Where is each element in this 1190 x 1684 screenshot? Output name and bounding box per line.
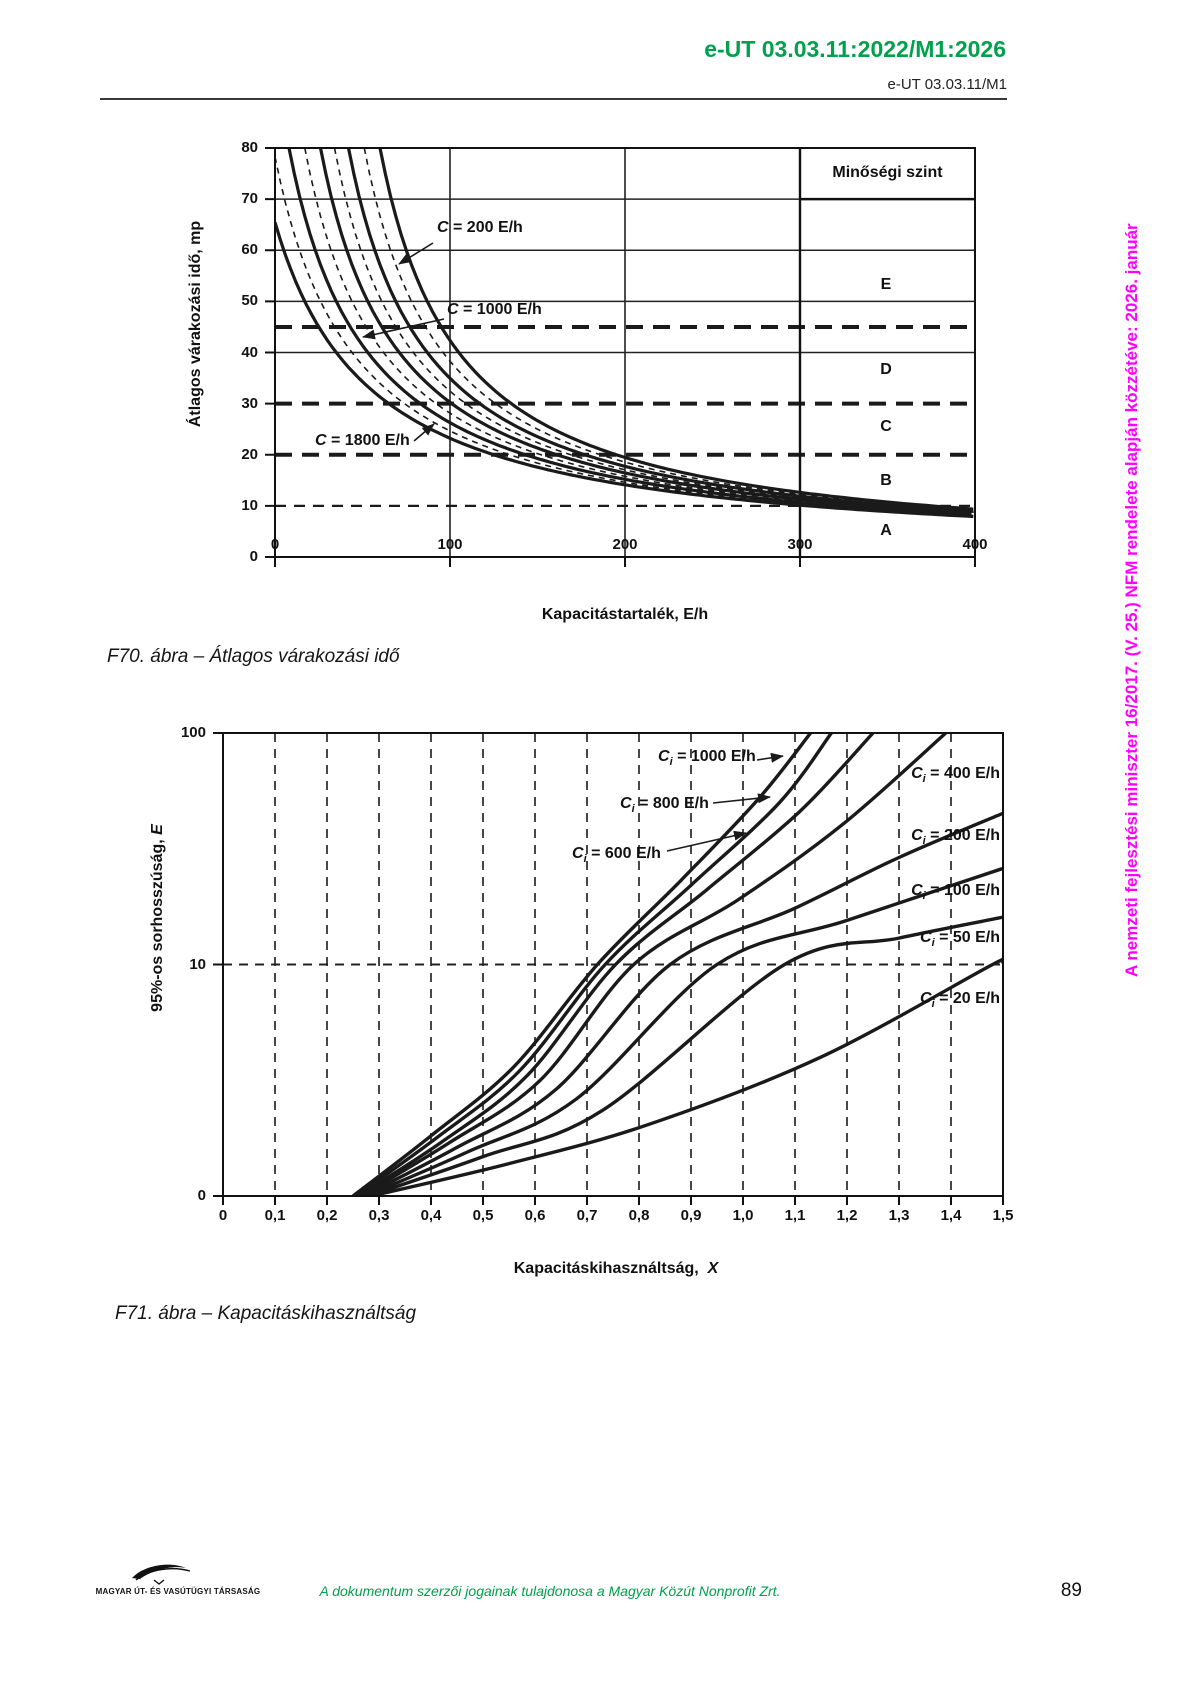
curve-label-ci20: $C_i = 20$ E/h [920,990,1000,1011]
curve-label-ci600: $C_i = 600$ E/h [572,845,661,866]
curve-label-ci200: $C_i = 200$ E/h [911,827,1000,848]
fig70-y-tick-label: 30 [241,394,258,412]
quality-level-A: A [880,522,892,539]
fig71-x-tick-label: 0,8 [628,1207,650,1224]
fig71-x-tick-label: 0,9 [680,1207,702,1224]
fig70-y-tick-label: 40 [241,343,258,361]
fig70-x-tick-label: 0 [270,536,280,553]
fig71-x-tick-label: 0,1 [264,1207,286,1224]
figure71-caption: F71. ábra – Kapacitáskihasználtság [115,1303,417,1324]
curve-label-ci800: $C_i = 800$ E/h [620,795,709,816]
fig71-x-tick-label: 1,2 [836,1207,858,1224]
fig70-x-tick-label: 400 [962,536,988,553]
quality-level-E: E [880,276,892,293]
fig71-x-tick-label: 0,6 [524,1207,546,1224]
fig71-x-tick-label: 1,0 [732,1207,754,1224]
c-symbol: C [437,219,449,236]
fig70-y-tick-label: 50 [241,292,258,310]
fig70-y-tick-label: 60 [241,241,258,259]
header-rule [100,98,1007,100]
curve-label-text: = 200 E/h [448,219,523,236]
fig70-y-tick-label: 70 [241,190,258,208]
page-number: 89 [1060,1580,1082,1601]
legal-side-note: A nemzeti fejlesztési miniszter 16/2017. (V. 25.) NFM rendelete alapján közzétéve: 2026. január [1122,223,1141,977]
axis-title-text: 95%-os sorhosszúság, [149,839,166,1012]
curve-label-text: = 1000 E/h [458,301,542,318]
fig71-x-tick-label: 1,1 [784,1207,806,1224]
fig71-y-tick-label: 0 [197,1187,206,1204]
fig71-x-tick-label: 1,5 [992,1207,1014,1224]
organization-name: MAGYAR ÚT- ÉS VASÚTÜGYI TÁRSASÁG [95,1587,261,1596]
quality-level-D: D [880,361,892,378]
fig71-x-tick-label: 1,3 [888,1207,910,1224]
fig70-x-axis-title: Kapacitástartalék, E/h [541,606,709,623]
fig71-x-tick-label: 0 [218,1207,228,1224]
curve-label-text: = 1800 E/h [326,432,410,449]
fig71-y-tick-label: 10 [189,955,206,973]
quality-level-header: Minőségi szint [832,164,943,181]
curve-label-c1800 [315,432,410,450]
curve-label-ci400: $C_i = 400$ E/h [911,765,1000,786]
curve-label-ci50: $C_i = 50$ E/h [920,929,1000,950]
fig70-y-tick-label: 80 [241,139,258,156]
fig71-x-axis-title [416,1260,816,1278]
c-symbol: C [447,301,459,318]
curve-label-c1000 [447,301,542,319]
fig70-y-axis-title: Átlagos várakozási idő, mp [187,220,204,428]
organization-logo-icon [110,1562,200,1586]
fig71-x-tick-label: 0,4 [420,1207,442,1224]
fig70-x-tick-label: 200 [612,536,638,553]
quality-level-B: B [880,472,892,489]
axis-variable: E [149,824,166,835]
axis-title-text: Kapacitáskihasználtság, [513,1260,699,1277]
fig71-x-tick-label: 0,2 [316,1207,338,1224]
fig70-x-tick-label: 300 [787,536,813,553]
fig71-x-tick-label: 0,3 [368,1207,390,1224]
fig70-y-tick-label: 20 [241,445,258,463]
fig70-y-tick-label: 0 [249,548,258,565]
document-reference: e-UT 03.03.11/M1 [887,76,1007,93]
figure70-caption: F70. ábra – Átlagos várakozási idő [107,646,400,667]
curve-label-ci100: $C_i = 100$ E/h [911,882,1000,903]
fig70-y-tick-label: 10 [241,496,258,514]
curve-label-ci1000: $C_i = 1000$ E/h [658,748,756,769]
axis-variable: X [707,1260,719,1277]
document-id: e-UT 03.03.11:2022/M1:2026 [704,36,1006,62]
fig71-x-tick-label: 1,4 [940,1207,962,1224]
fig71-x-tick-label: 0,7 [576,1207,598,1224]
curve-label-c200 [437,219,523,237]
copyright-note: A dokumentum szerzői jogainak tulajdonosa a Magyar Közút Nonprofit Zrt. [319,1583,781,1599]
fig71-x-tick-label: 0,5 [472,1207,494,1224]
c-symbol: C [315,432,327,449]
quality-level-C: C [880,418,892,435]
fig71-y-tick-label: 100 [180,724,206,741]
fig70-x-tick-label: 100 [437,536,463,553]
fig71-y-axis-title [149,758,167,1078]
